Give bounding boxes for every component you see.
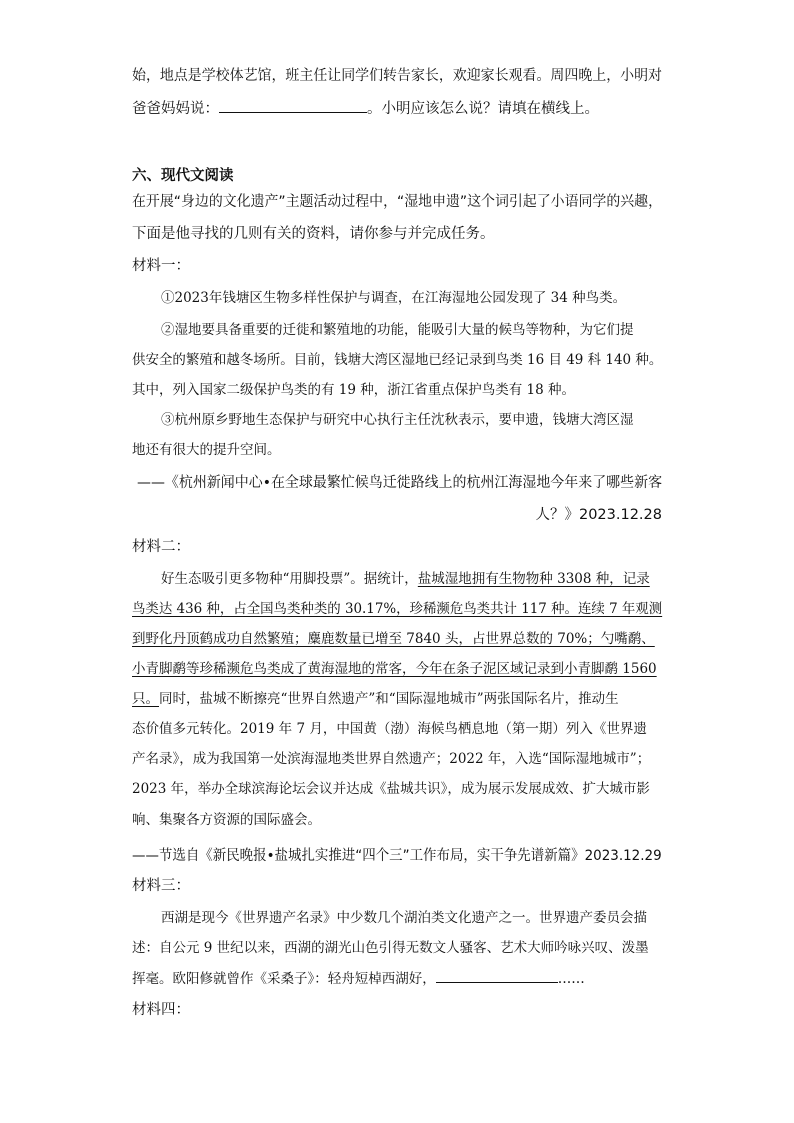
intro-line-2-suffix: 。小明应该怎么说？请填在横线上。 [367,101,599,117]
material-3-line-3-prefix: 挥毫。欧阳修就曾作《采桑子》：轻舟短棹西湖好， [132,971,436,987]
lead-line-2: 下面是他寻找的几则有关的资料，请你参与并完成任务。 [132,226,495,242]
material-2-line-9: 响、集聚各方资源的国际盛会。 [132,812,321,828]
material-1-para-2a: ②湿地要具备重要的迁徙和繁殖地的功能，能吸引大量的候鸟等物种，为它们提 [161,322,634,338]
material-1-para-2c: 其中，列入国家二级保护鸟类的有 19 种，浙江省重点保护鸟类有 18 种。 [132,382,576,398]
material-1-para-3a: ③杭州原乡野地生态保护与研究中心执行主任沈秋表示，要申遗，钱塘大湾区湿 [161,412,634,428]
material-2-line-2: 鸟类达 436 种，占全国鸟类种类的 30.17%，珍稀濒危鸟类共计 117 种。连续 7 年观测 [132,601,663,617]
material-1-label: 材料一： [132,258,190,274]
material-2-line-7: 产名录》，成为我国第一处滨海湿地类世界自然遗产；2022 年，入选“国际湿地城市”； [132,751,651,767]
material-2-label: 材料二： [132,539,190,555]
material-3-line-3 [132,968,585,989]
lead-line-1: 在开展“身边的文化遗产”主题活动过程中，“湿地申遗”这个词引起了小语同学的兴趣， [132,194,663,210]
material-3-line-2: 述：自公元 9 世纪以来，西湖的湖光山色引得无数文人骚客、艺术大师吟咏兴叹、泼墨 [132,940,649,956]
material-1-para-2b: 供安全的繁殖和越冬场所。目前，钱塘大湾区湿地已经记录到鸟类 16 目 49 科 140 种。 [132,352,663,368]
intro-line-2-prefix: 爸爸妈妈说： [132,101,219,117]
material-2-line-5a: 只。 [132,691,159,707]
material-1-para-3b: 地还有很大的提升空间。 [132,442,281,458]
material-3-label: 材料三： [132,878,190,894]
material-4-label: 材料四： [132,1002,190,1018]
answer-blank-2[interactable] [436,968,558,983]
material-3-line-3-suffix: …… [557,971,585,987]
material-2-line-3: 到野化丹顶鹤成功自然繁殖；麋鹿数量已增至 7840 头，占世界总数的 70%；勺嘴鹬、 [132,631,655,647]
material-1-source-1: ——《杭州新闻中心•在全球最繁忙候鸟迁徙路线上的杭州江海湿地今年来了哪些新客 [137,475,663,491]
material-2-line-1b: 盐城湿地拥有生物物种 3308 种，记录 [417,571,650,587]
material-1-source-2: 人？》2023.12.28 [535,507,662,523]
material-2-line-4: 小青脚鹬等珍稀濒危鸟类成了黄海湿地的常客，今年在条子泥区域记录到小青脚鹬 1560 [132,661,657,677]
material-2-line-6: 态价值多元转化。2019 年 7 月，中国黄（渤）海候鸟栖息地（第一期）列入《世界遗 [132,721,647,737]
material-2-line-8: 2023 年，举办全球滨海论坛会议并达成《盐城共识》，成为展示发展成效、扩大城市影 [132,781,650,797]
material-2-line-5b: 同时，盐城不断擦亮“世界自然遗产”和“国际湿地城市”两张国际名片，推动生 [159,691,619,707]
material-3-line-1: 西湖是现今《世界遗产名录》中少数几个湖泊类文化遗产之一。世界遗产委员会描 [161,910,647,926]
material-2-source: ——节选自《新民晚报•盐城扎实推进“四个三”工作布局，实干争先谱新篇》2023.12.29 [132,848,662,864]
material-2-line-5 [132,689,619,709]
material-2-line-1 [161,569,650,589]
answer-blank-1[interactable] [219,98,367,113]
material-2-line-1a: 好生态吸引更多物种“用脚投票”。据统计， [161,571,418,587]
intro-line-2 [132,98,599,119]
material-1-para-1: ①2023年钱塘区生物多样性保护与调查，在江海湿地公园发现了 34 种鸟类。 [161,290,627,306]
section-title: 六、现代文阅读 [132,168,234,184]
intro-line-1: 始，地点是学校体艺馆，班主任让同学们转告家长，欢迎家长观看。周四晚上，小明对 [132,68,663,84]
